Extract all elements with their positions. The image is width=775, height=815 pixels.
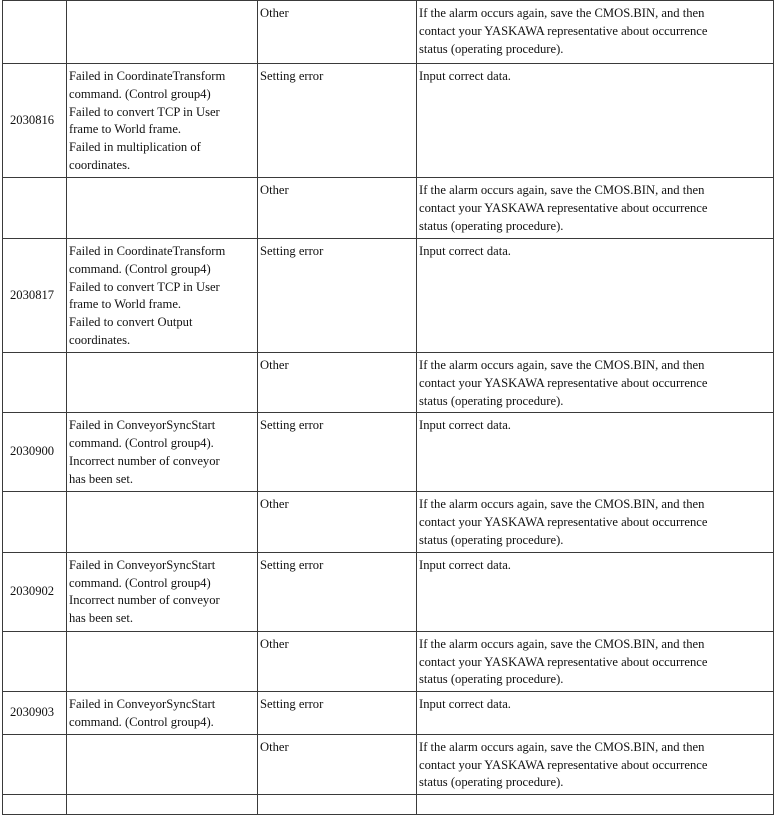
remedy-line: contact your YASKAWA representative about occurrence [419, 375, 708, 390]
alarm-remedy: Input correct data. [417, 552, 774, 631]
name-line: Failed in multiplication of [69, 140, 201, 155]
alarm-code: 2030902 [3, 552, 67, 631]
remedy-line: contact your YASKAWA representative about occurrence [419, 654, 708, 669]
alarm-cause: Other [258, 492, 417, 552]
remedy-line: status (operating procedure). [419, 41, 564, 56]
alarm-cause: Other [258, 1, 417, 64]
alarm-code [3, 734, 67, 794]
table-row [3, 492, 774, 552]
remedy-line: If the alarm occurs again, save the CMOS.BIN, and then [419, 497, 705, 512]
remedy-line: If the alarm occurs again, save the CMOS.BIN, and then [419, 6, 705, 20]
alarm-remedy: Input correct data. [417, 692, 774, 735]
table-row [3, 64, 774, 178]
alarm-code [3, 492, 67, 552]
name-line: frame to World frame. [69, 122, 182, 137]
alarm-cause: Setting error [258, 413, 417, 492]
alarm-remedy: Input correct data. [417, 64, 774, 178]
name-line: coordinates. [69, 157, 131, 172]
name-line: Failed in ConveyorSyncStart [69, 557, 216, 572]
alarm-cause: Setting error [258, 552, 417, 631]
table-row [3, 734, 774, 794]
name-line: Failed in ConveyorSyncStart [69, 418, 216, 433]
alarm-cause: Other [258, 631, 417, 691]
remedy-line: contact your YASKAWA representative about occurrence [419, 515, 708, 530]
alarm-remedy [417, 178, 774, 239]
name-line: frame to World frame. [69, 297, 182, 312]
alarm-name [67, 1, 258, 64]
alarm-code: 2030817 [3, 239, 67, 353]
alarm-remedy [417, 1, 774, 64]
remedy-line: If the alarm occurs again, save the CMOS.BIN, and then [419, 358, 705, 372]
table-row [3, 795, 774, 815]
table-row [3, 353, 774, 413]
remedy-line: status (operating procedure). [419, 672, 564, 687]
name-line: Failed to convert TCP in User [69, 279, 220, 294]
alarm-code [3, 353, 67, 413]
alarm-code [3, 1, 67, 64]
remedy-line: status (operating procedure). [419, 393, 564, 408]
remedy-line: If the alarm occurs again, save the CMOS.BIN, and then [419, 183, 705, 197]
alarm-name [67, 734, 258, 794]
alarm-name [67, 64, 258, 178]
alarm-name [67, 413, 258, 492]
name-line: command. (Control group4) [69, 261, 211, 276]
table-row [3, 178, 774, 239]
name-line: command. (Control group4) [69, 575, 211, 590]
alarm-remedy [417, 353, 774, 413]
alarm-cause: Setting error [258, 692, 417, 735]
alarm-code [3, 631, 67, 691]
table-row [3, 692, 774, 735]
alarm-name [67, 239, 258, 353]
name-line: Incorrect number of conveyor [69, 453, 220, 468]
name-line: has been set. [69, 611, 133, 626]
table-row [3, 1, 774, 64]
name-line: coordinates. [69, 332, 131, 347]
table-row [3, 413, 774, 492]
name-line: Failed in ConveyorSyncStart [69, 697, 216, 712]
alarm-name [67, 492, 258, 552]
name-line: has been set. [69, 471, 133, 486]
remedy-line: If the alarm occurs again, save the CMOS.BIN, and then [419, 739, 705, 754]
name-line: Failed to convert TCP in User [69, 104, 220, 119]
alarm-name [67, 353, 258, 413]
alarm-cause: Other [258, 734, 417, 794]
remedy-line: contact your YASKAWA representative about occurrence [419, 200, 708, 215]
alarm-name [67, 178, 258, 239]
remedy-line: contact your YASKAWA representative about occurrence [419, 757, 708, 772]
alarm-cause: Setting error [258, 64, 417, 178]
name-line: command. (Control group4). [69, 714, 214, 729]
alarm-remedy [417, 734, 774, 794]
alarm-code [3, 178, 67, 239]
alarm-remedy: Input correct data. [417, 413, 774, 492]
alarm-code: 2030903 [3, 692, 67, 735]
name-line: Failed to convert Output [69, 315, 193, 330]
table-row [3, 631, 774, 691]
table-row [3, 239, 774, 353]
name-line: command. (Control group4). [69, 436, 214, 451]
name-line: Incorrect number of conveyor [69, 593, 220, 608]
remedy-line: contact your YASKAWA representative about occurrence [419, 23, 708, 38]
alarm-cause: Setting error [258, 239, 417, 353]
alarm-name [67, 692, 258, 735]
alarm-table [2, 0, 774, 815]
name-line: Failed in CoordinateTransform [69, 244, 226, 258]
alarm-name [67, 552, 258, 631]
table-row [3, 552, 774, 631]
alarm-cause: Other [258, 178, 417, 239]
alarm-code: 2030816 [3, 64, 67, 178]
remedy-line: status (operating procedure). [419, 775, 564, 790]
alarm-cause: Other [258, 353, 417, 413]
remedy-line: If the alarm occurs again, save the CMOS.BIN, and then [419, 636, 705, 651]
alarm-name [67, 631, 258, 691]
alarm-remedy [417, 492, 774, 552]
remedy-line: status (operating procedure). [419, 218, 564, 233]
name-line: Failed in CoordinateTransform [69, 69, 226, 83]
alarm-remedy: Input correct data. [417, 239, 774, 353]
remedy-line: status (operating procedure). [419, 532, 564, 547]
alarm-remedy [417, 631, 774, 691]
alarm-code: 2030900 [3, 413, 67, 492]
name-line: command. (Control group4) [69, 86, 211, 101]
